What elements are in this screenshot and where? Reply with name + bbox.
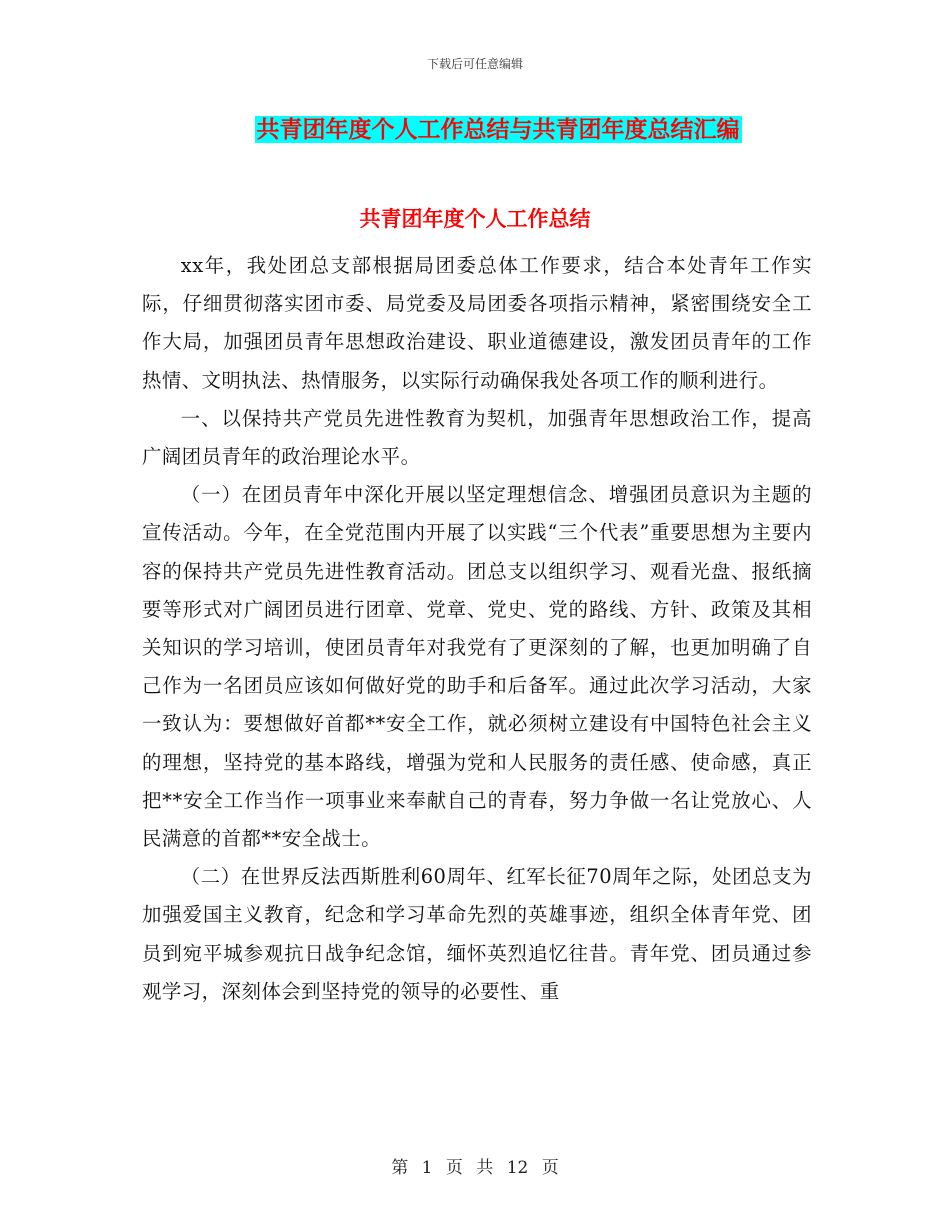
paragraph: （二）在世界反法西斯胜利60周年、红军长征70周年之际，处团总支为加强爱国主义教育，纪念和学习革命先烈的英雄事迹，组织全体青年党、团员到宛平城参观抗日战争纪念馆，缅怀英烈追忆往昔。青年党、团员通过参观学习，深刻体会到坚持党的领导的必要性、重	[142, 865, 812, 1003]
paragraph: xx年，我处团总支部根据局团委总体工作要求，结合本处青年工作实际，仔细贯彻落实团市委、局党委及局团委各项指示精神，紧密围绕安全工作大局，加强团员青年思想政治建设、职业道德建设，激发团员青年的工作热情、文明执法、热情服务，以实际行动确保我处各项工作的顺利进行。	[142, 254, 812, 392]
paragraph: 一、以保持共产党员先进性教育为契机，加强青年思想政治工作，提高广阔团员青年的政治理论水平。	[142, 406, 812, 469]
section-title: 共青团年度个人工作总结	[359, 206, 591, 231]
header-note: 下载后可任意编辑	[426, 57, 523, 71]
paragraph: （一）在团员青年中深化开展以坚定理想信念、增强团员意识为主题的宣传活动。今年，在全党范围内开展了以实践“三个代表”重要思想为主要内容的保持共产党员先进性教育活动。团总支以组织学习、观看光盘、报纸摘要等形式对广阔团员进行团章、党章、党史、党的路线、方针、政策及其相关知识的学习培训，使团员青年对我党有了更深刻的了解，也更加明确了自己作为一名团员应该如何做好党的助手和后备军。通过此次学习活动，大家一致认为：要想做好首都**安全工作，就必须树立建设有中国特色社会主义的理想，坚持党的基本路线，增强为党和人民服务的责任感、使命感，真正把**安全工作当作一项事业来奉献自己的青春，努力争做一名让党放心、人民满意的首都**安全战士。	[142, 483, 812, 851]
document-body	[142, 247, 812, 1011]
document-title	[0, 112, 950, 148]
document-title-text: 共青团年度个人工作总结与共青团年度总结汇编	[256, 116, 740, 143]
page-footer: 第 1 页 共 12 页	[391, 1158, 559, 1178]
